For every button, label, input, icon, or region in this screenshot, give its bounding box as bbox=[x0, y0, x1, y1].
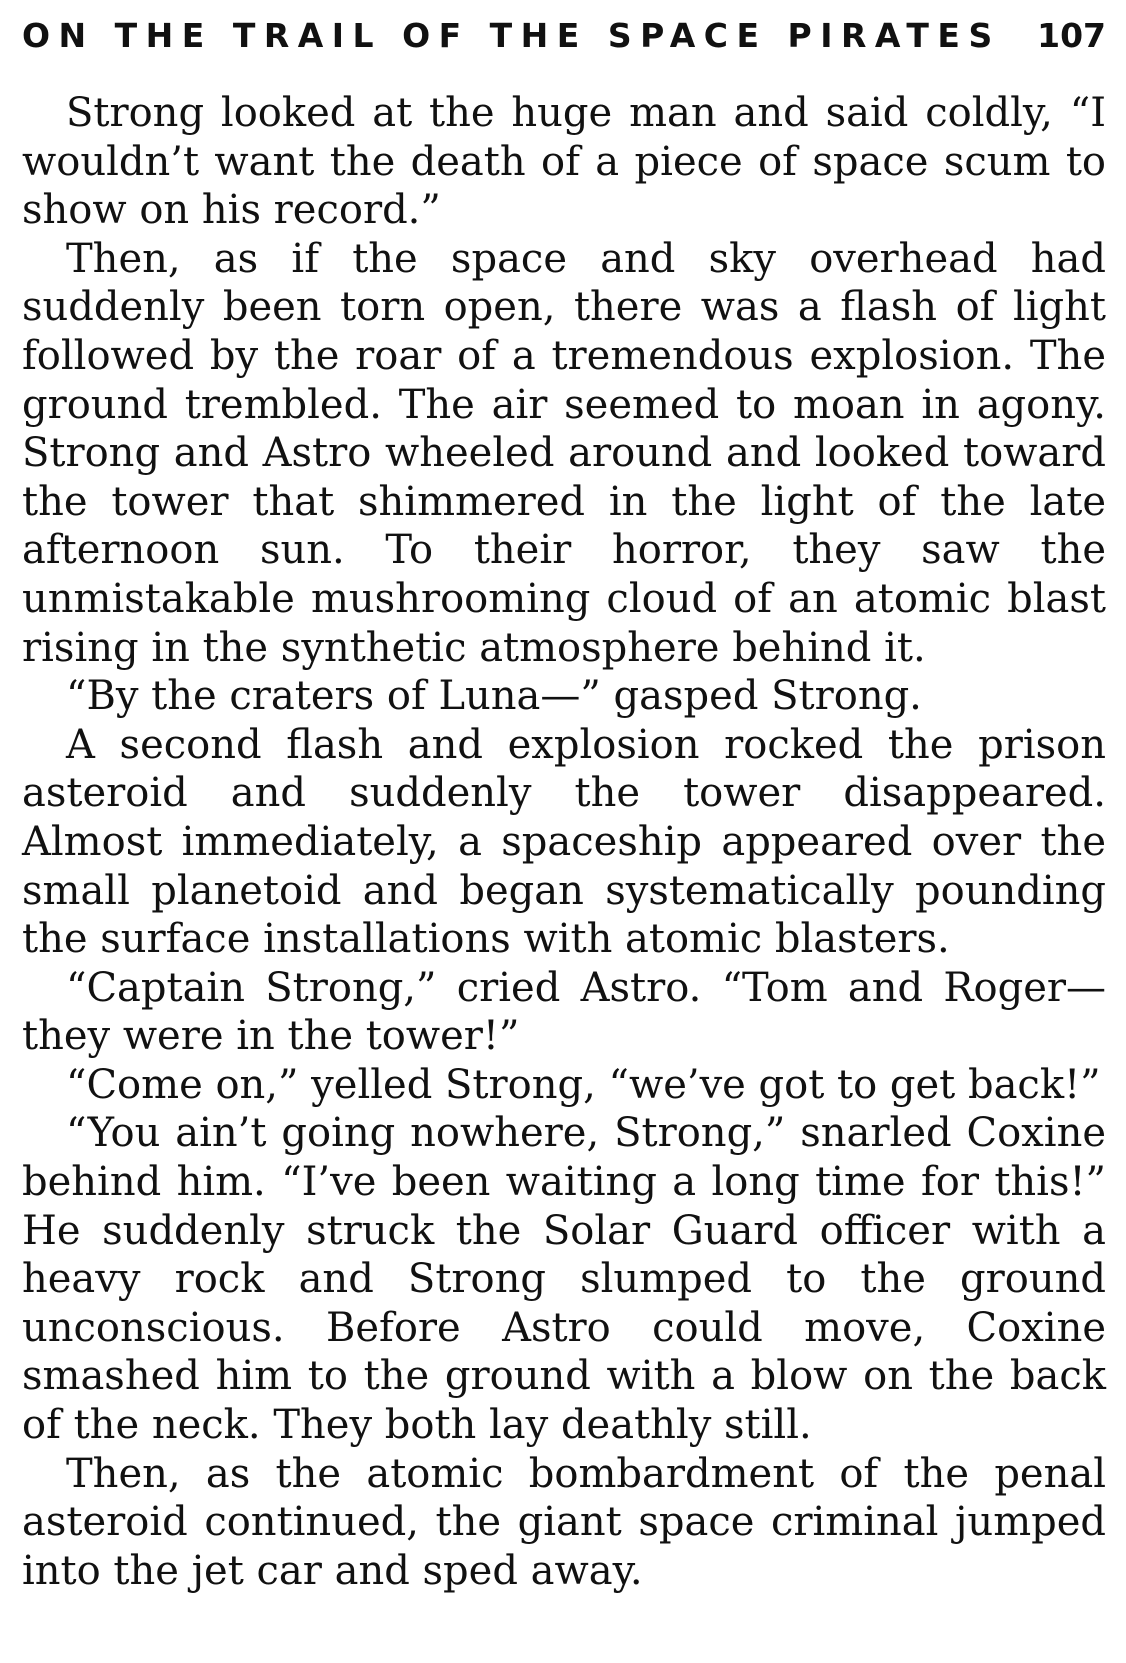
paragraph: Strong looked at the huge man and said coldly, “I wouldn’t want the death of a piece of space scum to show on his record.” bbox=[22, 90, 1106, 234]
running-title: ON THE TRAIL OF THE SPACE PIRATES bbox=[22, 16, 1001, 55]
body-text bbox=[22, 89, 1106, 1595]
paragraph: Then, as the atomic bombardment of the penal asteroid continued, the giant space criminal jumped into the jet car and sped away. bbox=[22, 1450, 1106, 1594]
page-number: 107 bbox=[1037, 16, 1106, 55]
paragraph: “Come on,” yelled Strong, “we’ve got to get back!” bbox=[66, 1061, 1101, 1108]
paragraph: Then, as if the space and sky overhead had suddenly been torn open, there was a flash of light followed by the roar of a tremendous explosion. The ground trembled. The air seemed to moan in agony. Strong and Astro wheeled around and looked toward the tower that shimmered in the light of the late afternoon sun. To their horror, they saw the unmistakable mushrooming cloud of an atomic blast rising in the synthetic atmosphere behind it. bbox=[22, 235, 1106, 671]
paragraph: “By the craters of Luna—” gasped Strong. bbox=[66, 673, 922, 720]
running-header bbox=[22, 14, 1106, 62]
paragraph: A second flash and explosion rocked the prison asteroid and suddenly the tower disappeared. Almost immediately, a spaceship appeared over the small planetoid and began systematically pounding the surface installations with atomic blasters. bbox=[22, 721, 1106, 963]
paragraph: “You ain’t going nowhere, Strong,” snarled Coxine behind him. “I’ve been waiting a long time for this!” He suddenly struck the Solar Guard officer with a heavy rock and Strong slumped to the ground unconscious. Before Astro could move, Coxine smashed him to the ground with a blow on the back of the neck. They both lay deathly still. bbox=[22, 1110, 1106, 1449]
book-page bbox=[22, 14, 1106, 1595]
paragraph: “Captain Strong,” cried Astro. “Tom and Roger— they were in the tower!” bbox=[22, 964, 1106, 1060]
